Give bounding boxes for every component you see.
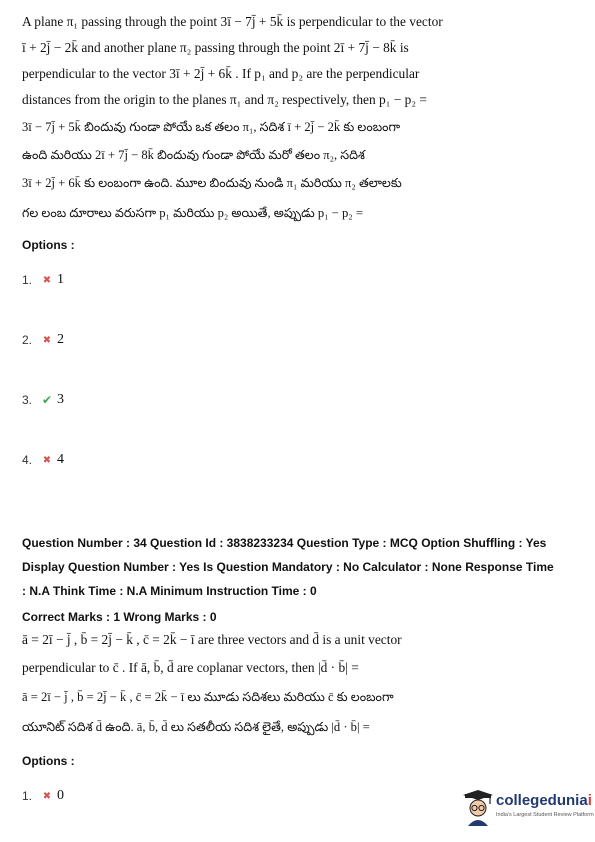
q33-option-4[interactable] [22,452,64,468]
option-number: 1. [22,789,33,803]
q33-text-line-1: A plane π₁ passing through the point 3ī − 7j̄ + 5k̄ is perpendicular to the vector [22,14,443,29]
q33-telugu-line-4: గల లంబ దూరాలు వరుసగా p₁ మరియు p₂ అయితే, అప్పుడు p₁ − p₂ = [22,206,363,220]
logo-tagline: India's Largest Student Review Platform [496,812,594,818]
logo-brand-text [496,792,592,809]
q34-meta-line-2: Display Question Number : Yes Is Question Mandatory : No Calculator : None Response Time [22,560,554,574]
option-value: 0 [57,788,64,803]
q34-meta-line-1: Question Number : 34 Question Id : 3838233234 Question Type : MCQ Option Shuffling : Yes [22,536,547,550]
q34-options-label: Options : [22,754,75,768]
q34-text-line-2: perpendicular to c̄ . If ā, b̄, d̄ are coplanar vectors, then |d̄ · b̄| = [22,660,359,675]
option-value: 4 [57,452,64,467]
collegedunia-logo [462,788,594,830]
q33-option-1[interactable] [22,272,64,288]
check-icon: ✔ [41,392,53,407]
q33-option-3[interactable] [22,392,64,408]
logo-brand-suffix: i [587,792,592,809]
student-avatar-icon [462,790,494,828]
cross-icon: ✖ [42,454,52,466]
q34-meta-line-3: : N.A Think Time : N.A Minimum Instruction Time : 0 [22,584,317,598]
q33-telugu-line-3: 3ī + 2j̄ + 6k̄ కు లంబంగా ఉంది. మూల బిందువు నుండి π₁ మరియు π₂ తలాలకు [22,176,402,190]
q34-option-1[interactable] [22,788,64,804]
q33-text-line-4: distances from the origin to the planes π₁ and π₂ respectively, then p₁ − p₂ = [22,92,427,107]
q34-text-line-1: ā = 2ī − j̄ , b̄ = 2j̄ − k̄ , c̄ = 2k̄ − ī are three vectors and d̄ is a unit vector [22,632,402,647]
option-number: 1. [22,273,33,287]
q34-telugu-line-1: ā = 2ī − j̄ , b̄ = 2j̄ − k̄ , c̄ = 2k̄ − ī లు మూడు సదిశలు మరియు c̄ కు లంబంగా [22,690,394,704]
option-number: 3. [22,393,33,407]
q34-marks-line: Correct Marks : 1 Wrong Marks : 0 [22,610,217,624]
q33-telugu-line-2: ఉంది మరియు 2ī + 7j̄ − 8k̄ బిందువు గుండా పోయే మరో తలం π₂, సదిశ [22,148,365,162]
cross-icon: ✖ [42,274,52,286]
q33-option-2[interactable] [22,332,64,348]
q33-text-line-3: perpendicular to the vector 3ī + 2j̄ + 6k̄ . If p₁ and p₂ are the perpendicular [22,66,420,81]
q34-telugu-line-2: యూనిట్ సదిశ d̄ ఉంది. ā, b̄, d̄ లు సతలీయ సదిశ లైతే, అప్పుడు |d̄ · b̄| = [22,720,370,734]
q33-options-label: Options : [22,238,75,252]
option-value: 1 [57,272,64,287]
option-value: 2 [57,332,64,347]
q33-text-line-2: ī + 2j̄ − 2k̄ and another plane π₂ passing through the point 2ī + 7j̄ − 8k̄ is [22,40,409,55]
option-number: 4. [22,453,33,467]
cross-icon: ✖ [42,334,52,346]
option-value: 3 [57,392,64,407]
logo-brand-main: collegedunia [496,792,588,809]
q33-telugu-line-1: 3ī − 7j̄ + 5k̄ బిందువు గుండా పోయే ఒక తలం π₁, సదిశ ī + 2j̄ − 2k̄ కు లంబంగా [22,120,401,134]
cross-icon: ✖ [42,790,52,802]
option-number: 2. [22,333,33,347]
